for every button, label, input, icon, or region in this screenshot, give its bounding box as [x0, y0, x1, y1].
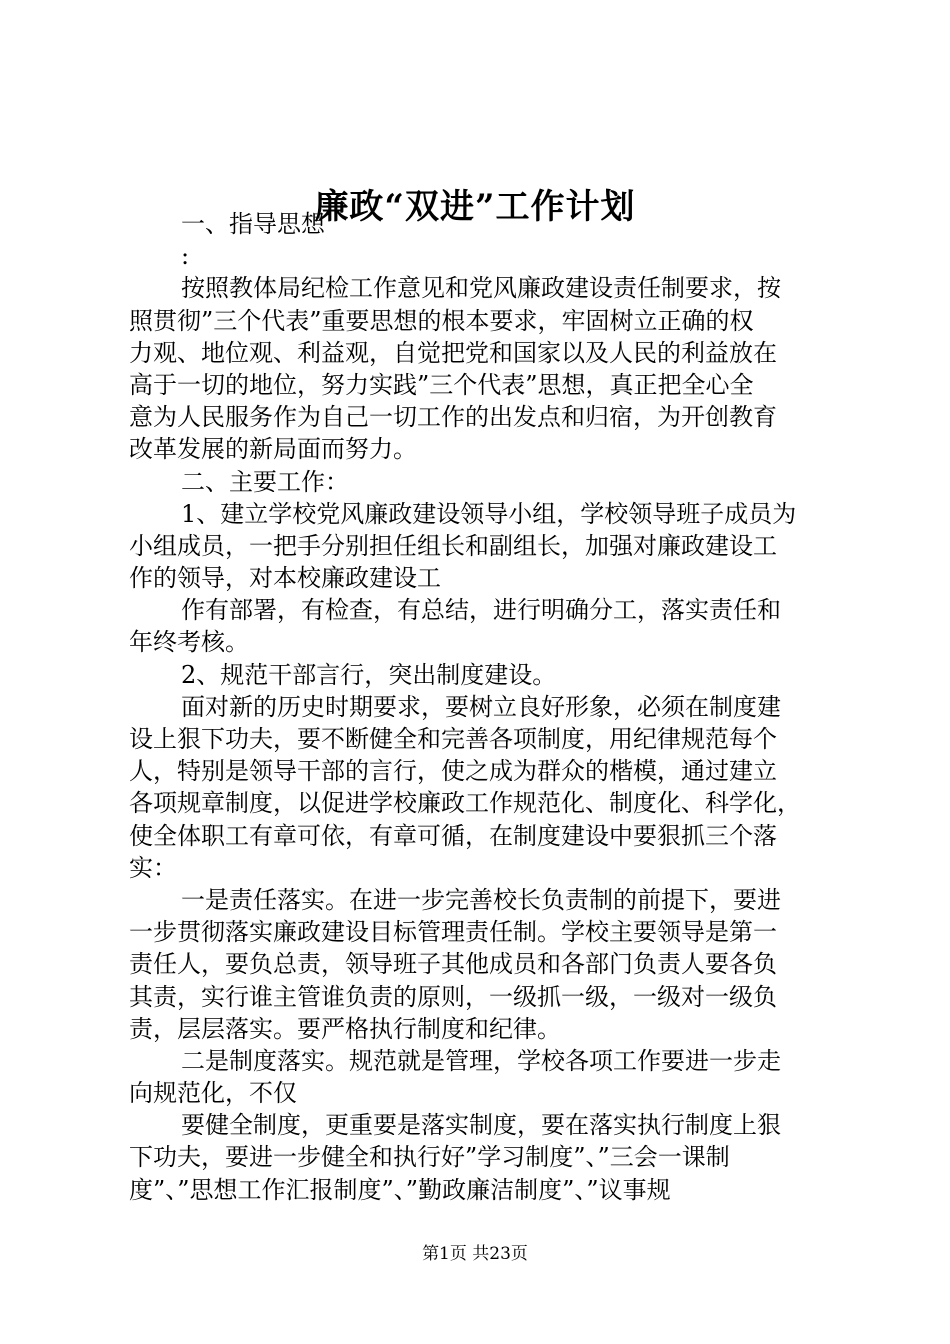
- body-line: 责，层层落实。要严格执行制度和纪律。: [129, 1014, 561, 1043]
- body-line: 1、建立学校党风廉政建设领导小组，学校领导班子成员为: [181, 499, 797, 528]
- body-line: 向规范化，不仅: [129, 1079, 297, 1108]
- body-line: 实：: [129, 853, 177, 882]
- body-line: 面对新的历史时期要求，要树立良好形象，必须在制度建: [181, 692, 781, 721]
- document-title: 廉政“双进”工作计划: [314, 187, 636, 227]
- body-line: 年终考核。: [129, 628, 249, 657]
- document-body: [129, 208, 831, 1206]
- body-line: 下功夫，要进一步健全和执行好”学习制度”、”三会一课制: [129, 1143, 730, 1172]
- body-line: 度”、”思想工作汇报制度”、”勤政廉洁制度”、”议事规: [129, 1175, 671, 1204]
- body-line: 二是制度落实。规范就是管理，学校各项工作要进一步走: [181, 1046, 781, 1075]
- body-line: 设上狠下功夫，要不断健全和完善各项制度，用纪律规范每个: [129, 725, 777, 753]
- body-line: 2、规范干部言行，突出制度建设。: [181, 660, 557, 689]
- body-line: 意为人民服务作为自己一切工作的出发点和归宿，为开创教育: [129, 403, 777, 432]
- body-line: :: [181, 242, 190, 271]
- body-line: 作的领导，对本校廉政建设工: [129, 564, 441, 593]
- body-line: 其责，实行谁主管谁负责的原则，一级抓一级，一级对一级负: [129, 982, 777, 1011]
- body-line: 照贯彻”三个代表”重要思想的根本要求，牢固树立正确的权: [129, 306, 754, 335]
- body-line: 一步贯彻落实廉政建设目标管理责任制。学校主要领导是第一: [129, 918, 777, 947]
- body-line: 力观、地位观、利益观，自觉把党和国家以及人民的利益放在: [129, 338, 777, 367]
- body-line: 人，特别是领导干部的言行，使之成为群众的楷模，通过建立: [129, 757, 777, 786]
- page-footer: 第1页 共23页: [422, 1244, 528, 1264]
- body-line: 高于一切的地位，努力实践”三个代表”思想，真正把全心全: [129, 370, 754, 399]
- body-line: 一是责任落实。在进一步完善校长负责制的前提下，要进: [181, 885, 781, 914]
- body-line: 一、指导思想: [181, 210, 325, 238]
- body-line: 责任人，要负总责，领导班子其他成员和各部门负责人要各负: [129, 950, 777, 979]
- body-line: 小组成员，一把手分别担任组长和副组长，加强对廉政建设工: [129, 531, 777, 560]
- body-line: 二、主要工作：: [181, 467, 349, 496]
- body-line: 要健全制度，更重要是落实制度，要在落实执行制度上狠: [181, 1111, 781, 1140]
- body-line: 按照教体局纪检工作意见和党风廉政建设责任制要求，按: [181, 274, 781, 303]
- body-line: 各项规章制度，以促进学校廉政工作规范化、制度化、科学化，: [129, 789, 801, 818]
- body-line: 作有部署，有检查，有总结，进行明确分工，落实责任和: [181, 596, 781, 625]
- body-line: 使全体职工有章可依，有章可循，在制度建设中要狠抓三个落: [129, 821, 777, 850]
- body-line: 改革发展的新局面而努力。: [129, 435, 417, 464]
